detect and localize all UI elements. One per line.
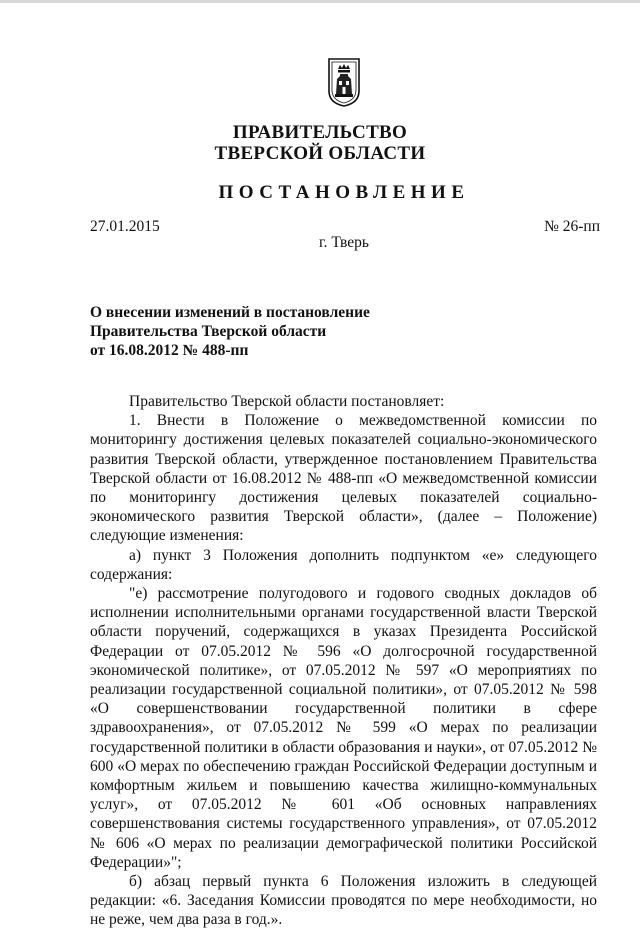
document-type: ПОСТАНОВЛЕНИЕ (218, 182, 470, 203)
document-city: г. Тверь (319, 234, 369, 251)
scan-edge (0, 0, 640, 3)
body-paragraph: 1. Внести в Положение о межведомственной комиссии по мониторингу достижения целевых показателей социально-экономического развития Тверской области, утвержденное постановлением Правительства Тверской области от 16.08.2012 № 488-пп «О межведомственной комиссии по мониторингу достижения целевых показателей социально-экономического развития Тверской области», (далее – Положение) следующие изменения: (90, 412, 597, 545)
body-paragraph: "е) рассмотрение полугодового и годового сводных докладов об исполнении исполнительными органами государственной власти Тверской области поручений, содержащихся в указах Президента Российской Федерации от 07.05.2012 № 596 «О долгосрочной государственной экономической политике», от 07.05.2012 № 597 «О мероприятиях по реализации государственной социальной политики», от 07.05.2012 № 598 «О совершенствовании государственной политики в сфере здравоохранения», от 07.05.2012 № 599 «О мерах по реализации государственной политики в области образования и науки», от 07.05.2012 № 600 «О мерах по обеспечению граждан Российской Федерации доступным и комфортным жильем и повышению качества жилищно-коммунальных услуг», от 07.05.2012 № 601 «Об основных направлениях совершенствования системы государственного управления», от 07.05.2012 № 606 «О мерах по реализации демографической политики Российской Федерации»"; (90, 585, 597, 871)
org-name-line-2: ТВЕРСКОЙ ОБЛАСТИ (214, 143, 426, 164)
tver-coat-of-arms-icon (327, 57, 361, 107)
document-title (90, 303, 370, 360)
document-body (90, 392, 597, 930)
title-line: О внесении изменений в постановление (90, 304, 370, 321)
body-paragraph: б) абзац первый пункта 6 Положения изложить в следующей редакции: «6. Заседания Комиссии проводятся по мере необходимости, но не реже, чем два раза в год.». (90, 873, 597, 929)
document-date: 27.01.2015 (90, 218, 160, 235)
body-paragraph: а) пункт 3 Положения дополнить подпунктом «е» следующего содержания: (90, 546, 597, 583)
resolution-intro: Правительство Тверской области постановляет: (129, 393, 445, 410)
document-number: № 26-пп (544, 218, 600, 235)
title-line: от 16.08.2012 № 488-пп (90, 342, 249, 359)
title-line: Правительства Тверской области (90, 323, 327, 340)
org-name-line-1: ПРАВИТЕЛЬСТВО (232, 122, 408, 143)
